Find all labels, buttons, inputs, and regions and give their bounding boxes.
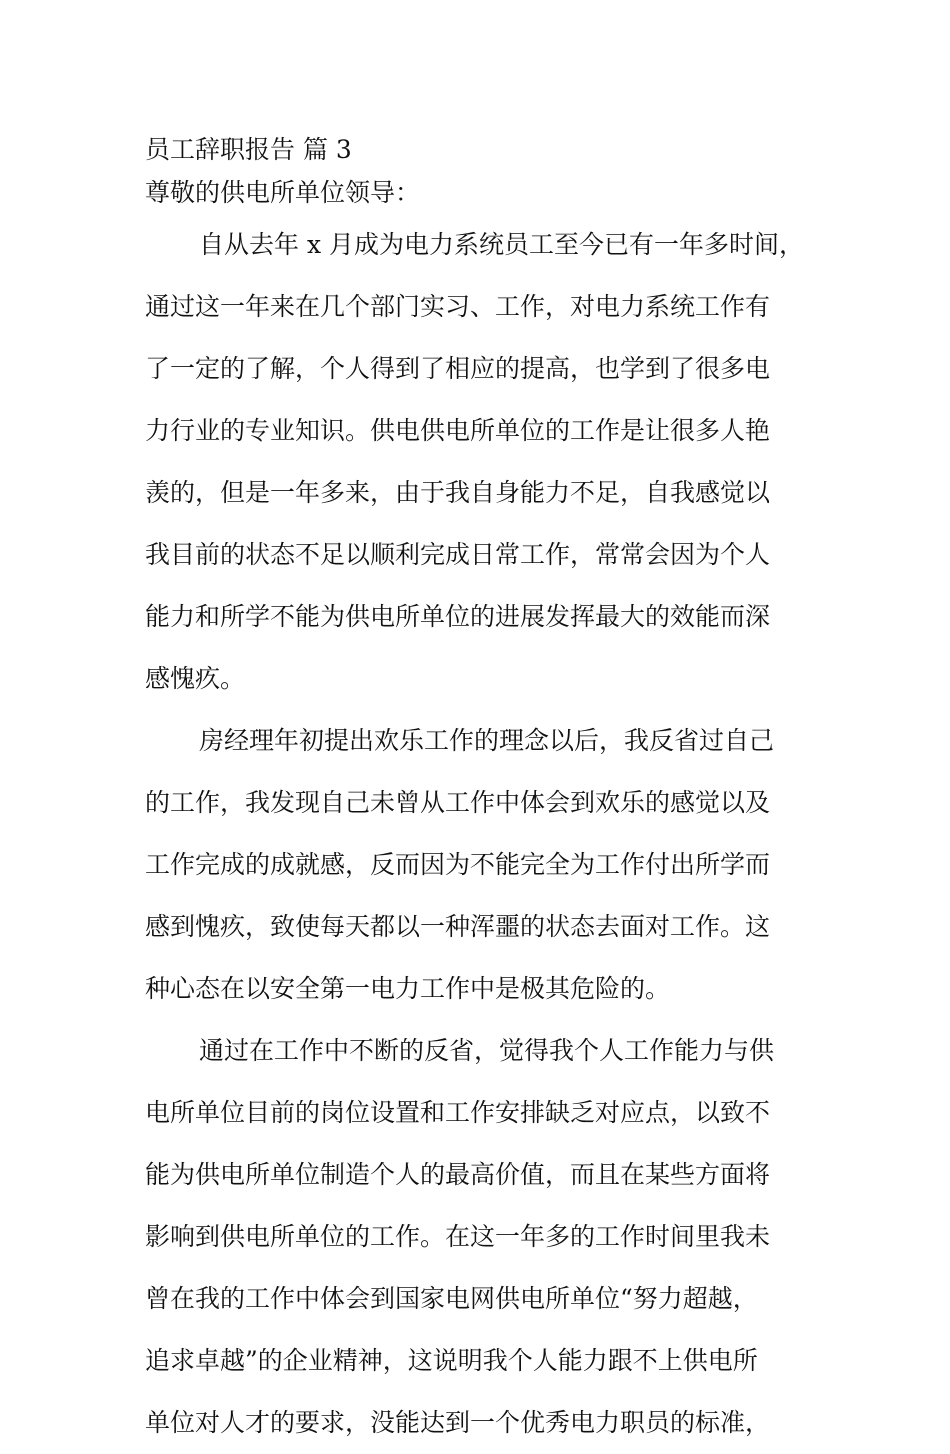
text-line: 种心态在以安全第一电力工作中是极其危险的。	[145, 974, 671, 1003]
text-line: 力行业的专业知识。供电供电所单位的工作是让很多人艳	[145, 416, 771, 445]
paragraph-3	[145, 1020, 810, 1454]
document-title: 员工辞职报告 篇 3	[145, 135, 352, 164]
text-line: 通过这一年来在几个部门实习、工作，对电力系统工作有	[145, 292, 771, 321]
salutation: 尊敬的供电所单位领导：	[145, 178, 421, 207]
document-page	[145, 128, 810, 1454]
text-line: 能为供电所单位制造个人的最高价值，而且在某些方面将	[145, 1160, 771, 1189]
text-line: 房经理年初提出欢乐工作的理念以后，我反省过自己	[199, 726, 775, 755]
text-line: 感愧疚。	[145, 664, 246, 693]
text-line: 通过在工作中不断的反省，觉得我个人工作能力与供	[199, 1036, 775, 1065]
text-line: 影响到供电所单位的工作。在这一年多的工作时间里我未	[145, 1222, 771, 1251]
text-line: 感到愧疚，致使每天都以一种浑噩的状态去面对工作。这	[145, 912, 771, 941]
text-line: 电所单位目前的岗位设置和工作安排缺乏对应点，以致不	[145, 1098, 771, 1127]
text-line: 自从去年 x 月成为电力系统员工至今已有一年多时间，	[199, 230, 804, 259]
text-line: 曾在我的工作中体会到国家电网供电所单位“努力超越，	[145, 1284, 758, 1313]
text-line: 我目前的状态不足以顺利完成日常工作，常常会因为个人	[145, 540, 771, 569]
text-line: 能力和所学不能为供电所单位的进展发挥最大的效能而深	[145, 602, 771, 631]
paragraph-1	[145, 214, 810, 710]
text-line: 追求卓越”的企业精神，这说明我个人能力跟不上供电所	[145, 1346, 758, 1375]
text-line: 羡的，但是一年多来，由于我自身能力不足，自我感觉以	[145, 478, 771, 507]
text-line: 单位对人才的要求，没能达到一个优秀电力职员的标准，	[145, 1408, 771, 1437]
paragraph-2	[145, 710, 810, 1020]
text-line: 的工作，我发现自己未曾从工作中体会到欢乐的感觉以及	[145, 788, 771, 817]
text-line: 了一定的了解，个人得到了相应的提高，也学到了很多电	[145, 354, 771, 383]
text-line: 工作完成的成就感，反而因为不能完全为工作付出所学而	[145, 850, 771, 879]
